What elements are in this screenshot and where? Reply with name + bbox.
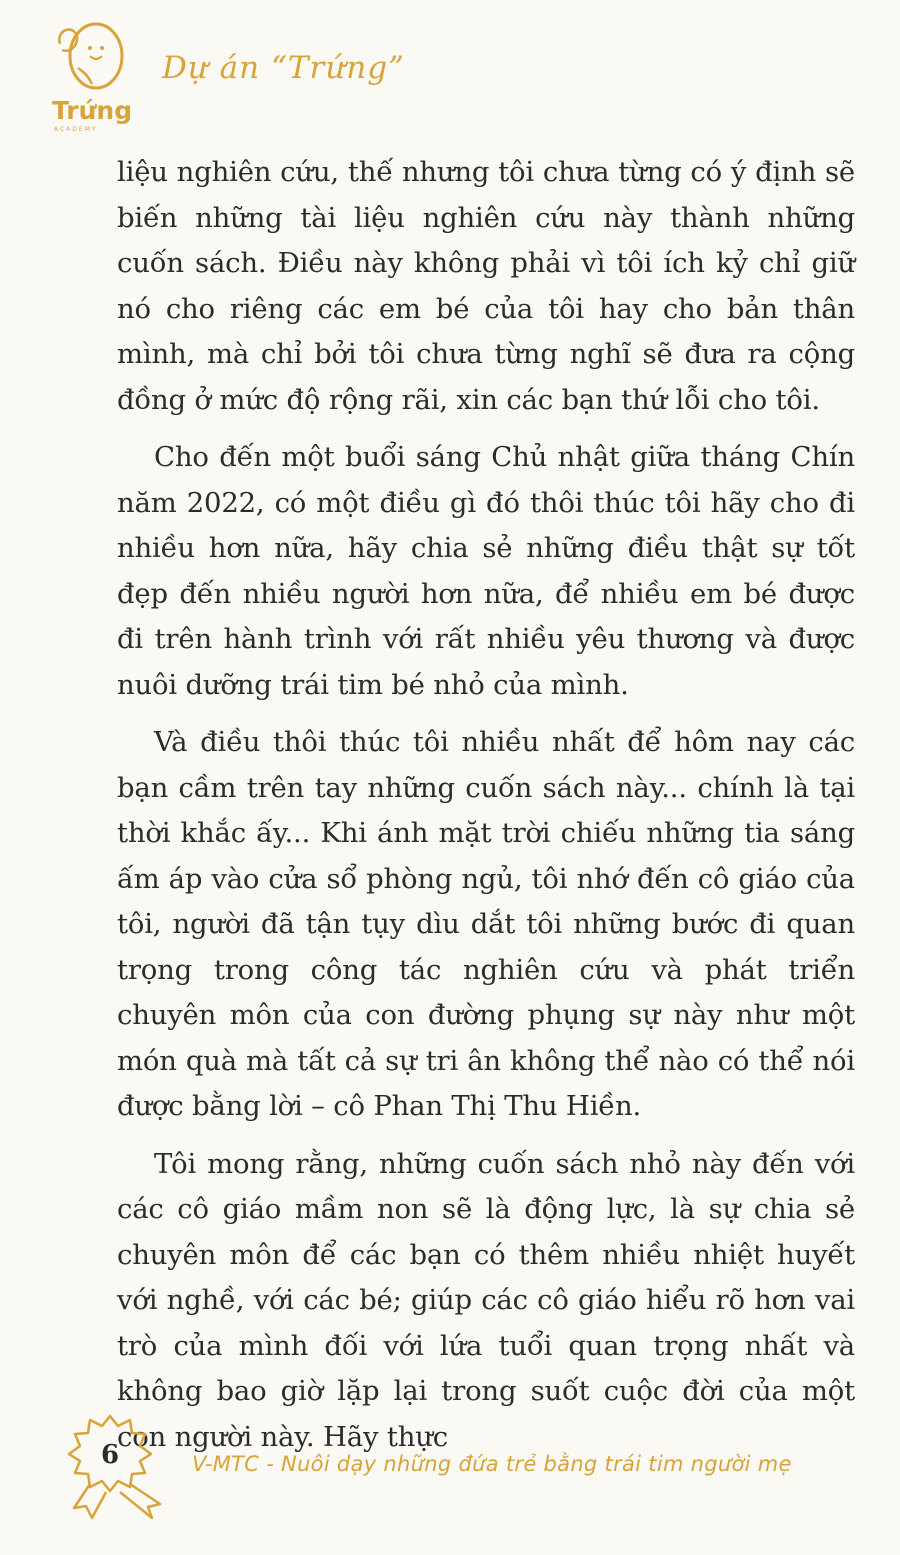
page-number: 6 <box>100 1440 120 1470</box>
trung-academy-logo <box>48 14 138 132</box>
paragraph-1: liệu nghiên cứu, thế nhưng tôi chưa từng có ý định sẽ biến những tài liệu nghiên cứu này thành những cuốn sách. Điều này không phải vì tôi ích kỷ chỉ giữ nó cho riêng các em bé của tôi hay cho bản thân mình, mà chỉ bởi tôi chưa từng nghĩ sẽ đưa ra cộng đồng ở mức độ rộng rãi, xin các bạn thứ lỗi cho tôi. <box>117 156 855 416</box>
logo-text: Trứng <box>52 96 133 125</box>
paragraph-3: Và điều thôi thúc tôi nhiều nhất để hôm nay các bạn cầm trên tay những cuốn sách này... chính là tại thời khắc ấy... Khi ánh mặt trời chiếu những tia sáng ấm áp vào cửa sổ phòng ngủ, tôi nhớ đến cô giáo của tôi, người đã tận tụy dìu dắt tôi những bước đi quan trọng trong công tác nghiên cứu và phát triển chuyên môn của con đường phụng sự này như một món quà mà tất cả sự tri ân không thể nào có thể nói được bằng lời – cô Phan Thị Thu Hiền. <box>117 726 855 1122</box>
page-body <box>117 150 855 1472</box>
page-number-badge <box>60 1412 185 1522</box>
page-footer <box>0 1400 900 1530</box>
logo-subtext: ACADEMY <box>54 126 98 133</box>
book-title: V-MTC - Nuôi dạy những đứa trẻ bằng trái tim người mẹ <box>192 1452 792 1476</box>
project-title: Dự án “Trứng” <box>162 50 405 86</box>
paragraph-4: Tôi mong rằng, những cuốn sách nhỏ này đến với các cô giáo mầm non sẽ là động lực, là sự chia sẻ chuyên môn để các bạn có thêm nhiều nhiệt huyết với nghề, với các bé; giúp các cô giáo hiểu rõ hơn vai trò của mình đối với lứa tuổi quan trọng nhất và không bao giờ lặp lại trong suốt cuộc đời của một con người này. Hãy thực <box>117 1147 855 1453</box>
paragraph-2: Cho đến một buổi sáng Chủ nhật giữa tháng Chín năm 2022, có một điều gì đó thôi thúc tôi hãy cho đi nhiều hơn nữa, hãy chia sẻ những điều thật sự tốt đẹp đến nhiều người hơn nữa, để nhiều em bé được đi trên hành trình với rất nhiều yêu thương và được nuôi dưỡng trái tim bé nhỏ của mình. <box>117 441 855 701</box>
page-header <box>0 0 900 140</box>
egg-mascot-icon <box>48 14 138 104</box>
